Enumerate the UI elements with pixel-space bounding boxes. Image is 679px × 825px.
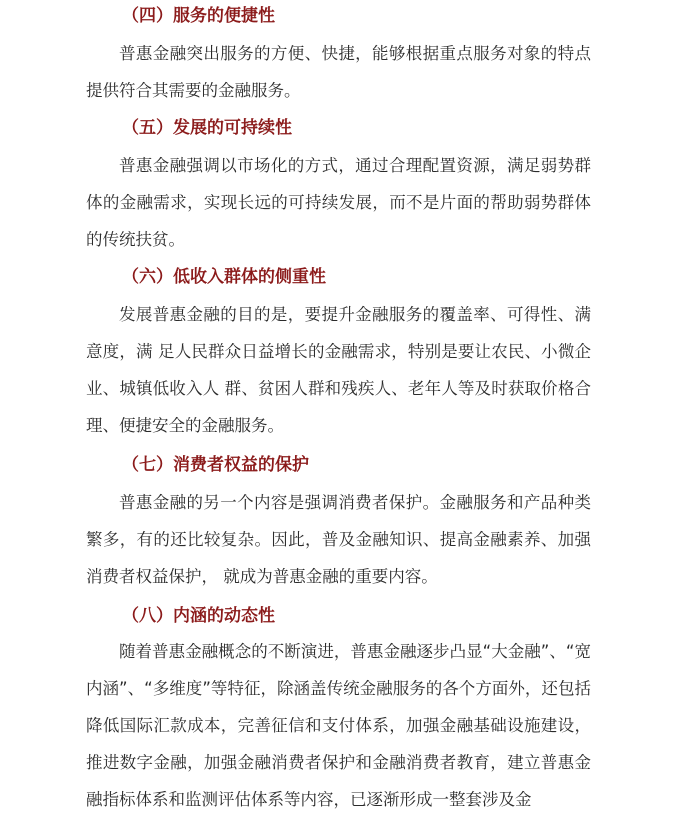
section-heading-low-income-focus: （六）低收入群体的侧重性: [122, 267, 326, 287]
section-heading-dynamic-connotation: （八）内涵的动态性: [122, 606, 275, 626]
section-paragraph-consumer-protection: 普惠金融的另一个内容是强调消费者保护。金融服务和产品种类繁多，有的还比较复杂。因此，普及金融知识、提高金融素养、加强消费者权益保护， 就成为普惠金融的重要内容。: [86, 493, 591, 586]
section-paragraph-sustainability: 普惠金融强调以市场化的方式，通过合理配置资源，满足弱势群体的金融需求，实现长远的可持续发展，而不是片面的帮助弱势群体的传统扶贫。: [86, 156, 591, 249]
section-paragraph-dynamic-connotation: 随着普惠金融概念的不断演进，普惠金融逐步凸显“大金融”、“宽内涵”、“多维度”等特征，除涵盖传统金融服务的各个方面外，还包括降低国际汇款成本，完善征信和支付体系，加强金融基础设施建设，推进数字金融，加强金融消费者保护和金融消费者教育，建立普惠金融指标体系和监测评估体系等内容，已逐渐形成一整套涉及金: [86, 642, 591, 809]
section-heading-sustainability: （五）发展的可持续性: [122, 118, 292, 138]
section-heading-consumer-protection: （七）消费者权益的保护: [122, 455, 309, 475]
section-heading-service-convenience: （四）服务的便捷性: [122, 6, 275, 26]
section-paragraph-low-income-focus: 发展普惠金融的目的是，要提升金融服务的覆盖率、可得性、满意度，满 足人民群众日益增长的金融需求，特别是要让农民、小微企业、城镇低收入人 群、贫困人群和残疾人、老年人等及时获取价格合理、便捷安全的金融服务。: [86, 305, 591, 435]
section-paragraph-service-convenience: 普惠金融突出服务的方便、快捷，能够根据重点服务对象的特点提供符合其需要的金融服务。: [86, 44, 591, 100]
